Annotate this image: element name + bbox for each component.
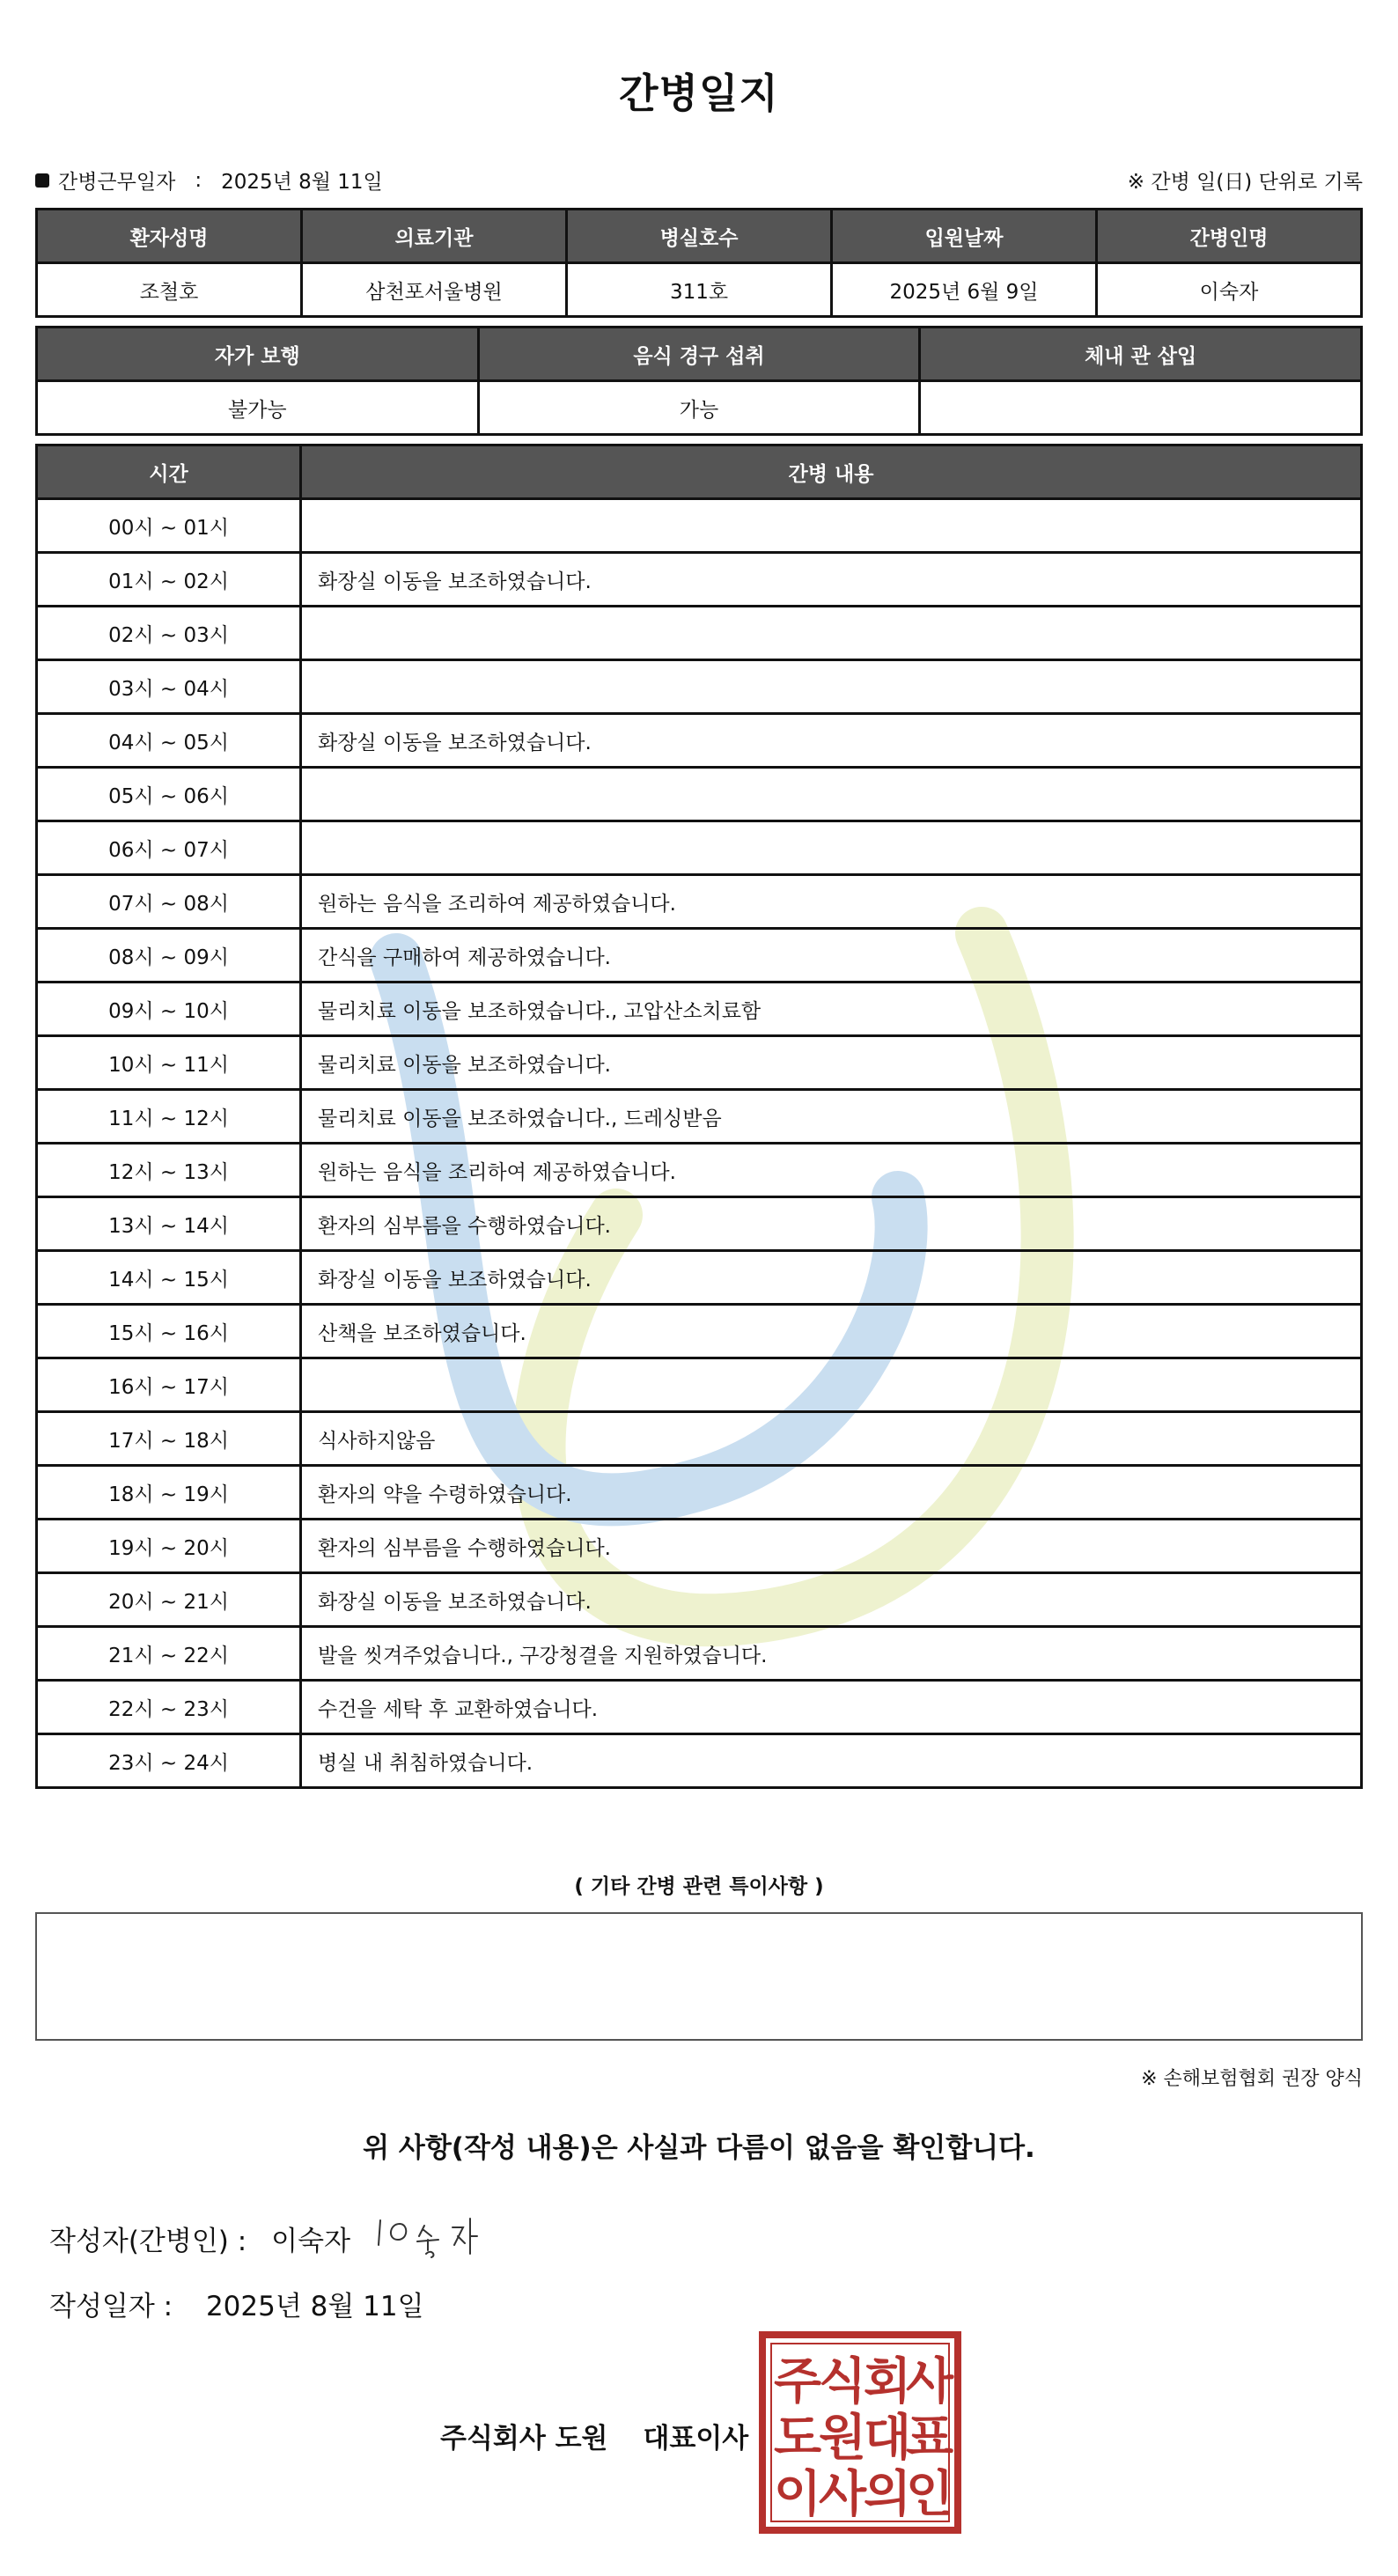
log-content-cell: 화장실 이동을 보조하였습니다. (301, 714, 1362, 768)
log-content-cell: 원하는 음식을 조리하여 제공하였습니다. (301, 875, 1362, 929)
log-content-cell (301, 607, 1362, 660)
log-header-time: 시간 (37, 445, 301, 499)
info-value-patient-name: 조철호 (37, 263, 302, 317)
log-time-cell: 21시 ~ 22시 (37, 1627, 301, 1681)
log-time-cell: 09시 ~ 10시 (37, 983, 301, 1036)
bullet-square-icon (35, 173, 49, 188)
special-notes-title: ( 기타 간병 관련 특이사항 ) (574, 1875, 824, 1898)
work-date-label: 간병근무일자 (58, 171, 176, 194)
log-time-cell: 22시 ~ 23시 (37, 1681, 301, 1734)
write-date-row (49, 2284, 424, 2323)
status-header-tube: 체내 관 삽입 (920, 328, 1362, 381)
log-content-cell: 화장실 이동을 보조하였습니다. (301, 1573, 1362, 1627)
association-note: ※ 손해보험협회 권장 양식 (1141, 2068, 1363, 2090)
log-content-cell: 환자의 심부름을 수행하였습니다. (301, 1197, 1362, 1251)
info-value-admission-date: 2025년 6월 9일 (832, 263, 1097, 317)
svg-text:도: 도 (773, 2410, 822, 2467)
svg-text:사: 사 (905, 2353, 954, 2410)
patient-info-table (35, 208, 1363, 318)
log-header-content: 간병 내용 (301, 445, 1362, 499)
status-header-oral-intake: 음식 경구 섭취 (478, 328, 920, 381)
log-time-cell: 14시 ~ 15시 (37, 1251, 301, 1305)
log-time-cell: 07시 ~ 08시 (37, 875, 301, 929)
info-header-caregiver: 간병인명 (1097, 210, 1362, 263)
writer-name: 이숙자 (271, 2226, 351, 2257)
log-time-cell: 12시 ~ 13시 (37, 1144, 301, 1197)
log-time-cell: 03시 ~ 04시 (37, 660, 301, 714)
log-time-cell: 17시 ~ 18시 (37, 1412, 301, 1466)
log-time-cell: 18시 ~ 19시 (37, 1466, 301, 1520)
info-value-caregiver: 이숙자 (1097, 263, 1362, 317)
log-content-cell (301, 821, 1362, 875)
log-content-cell (301, 1358, 1362, 1412)
table-row (37, 1681, 1362, 1734)
log-content-cell (301, 660, 1362, 714)
svg-text:주: 주 (773, 2353, 822, 2410)
care-log-table (35, 444, 1363, 1789)
log-content-cell: 식사하지않음 (301, 1412, 1362, 1466)
table-row (37, 1734, 1362, 1788)
table-row (37, 1412, 1362, 1466)
table-row (37, 553, 1362, 607)
table-row (37, 1358, 1362, 1412)
log-content-cell (301, 499, 1362, 553)
log-time-cell: 00시 ~ 01시 (37, 499, 301, 553)
log-time-cell: 02시 ~ 03시 (37, 607, 301, 660)
log-time-cell: 19시 ~ 20시 (37, 1520, 301, 1573)
table-row (37, 660, 1362, 714)
table-row (37, 821, 1362, 875)
table-row (37, 1305, 1362, 1358)
table-row (37, 1466, 1362, 1520)
work-date-value: 2025년 8월 11일 (221, 171, 383, 194)
table-row (37, 929, 1362, 983)
svg-text:표: 표 (905, 2410, 954, 2467)
log-time-cell: 08시 ~ 09시 (37, 929, 301, 983)
writer-row (49, 2219, 350, 2258)
status-value-tube (920, 381, 1362, 435)
company-seal-stamp (759, 2331, 961, 2534)
table-row (37, 1197, 1362, 1251)
table-row (37, 768, 1362, 821)
company-line (440, 2416, 748, 2455)
info-header-hospital: 의료기관 (302, 210, 567, 263)
patient-status-table (35, 326, 1363, 436)
log-time-cell: 11시 ~ 12시 (37, 1090, 301, 1144)
log-content-cell: 산책을 보조하였습니다. (301, 1305, 1362, 1358)
work-date-separator: : (195, 168, 202, 192)
table-row (37, 1627, 1362, 1681)
log-content-cell: 물리치료 이동을 보조하였습니다. (301, 1036, 1362, 1090)
status-header-walking: 자가 보행 (37, 328, 479, 381)
unit-note: ※ 간병 일(日) 단위로 기록 (1127, 171, 1363, 194)
write-date-value: 2025년 8월 11일 (205, 2291, 424, 2322)
log-time-cell: 16시 ~ 17시 (37, 1358, 301, 1412)
table-row (37, 607, 1362, 660)
info-header-patient-name: 환자성명 (37, 210, 302, 263)
log-content-cell (301, 768, 1362, 821)
log-content-cell: 환자의 심부름을 수행하였습니다. (301, 1520, 1362, 1573)
svg-text:원: 원 (818, 2410, 867, 2467)
svg-text:식: 식 (818, 2353, 867, 2410)
svg-text:회: 회 (863, 2353, 912, 2410)
log-time-cell: 05시 ~ 06시 (37, 768, 301, 821)
log-time-cell: 20시 ~ 21시 (37, 1573, 301, 1627)
table-row (37, 1520, 1362, 1573)
info-header-admission-date: 입원날짜 (832, 210, 1097, 263)
company-name: 주식회사 도원 (440, 2423, 608, 2455)
log-time-cell: 23시 ~ 24시 (37, 1734, 301, 1788)
log-content-cell: 화장실 이동을 보조하였습니다. (301, 1251, 1362, 1305)
ceo-title: 대표이사 (643, 2423, 749, 2455)
writer-label: 작성자(간병인) : (49, 2226, 247, 2257)
info-value-room: 311호 (567, 263, 832, 317)
svg-text:사: 사 (818, 2466, 867, 2523)
svg-text:이: 이 (773, 2466, 822, 2523)
care-log-body (37, 499, 1362, 1788)
info-value-hospital: 삼천포서울병원 (302, 263, 567, 317)
log-content-cell: 수건을 세탁 후 교환하였습니다. (301, 1681, 1362, 1734)
svg-text:인: 인 (905, 2466, 954, 2523)
table-row (37, 1036, 1362, 1090)
table-row (37, 499, 1362, 553)
work-date-row (35, 166, 383, 195)
table-row (37, 1144, 1362, 1197)
handwritten-signature (373, 2201, 549, 2263)
special-notes-box (35, 1912, 1363, 2041)
document-title: 간병일지 (619, 70, 779, 117)
svg-text:의: 의 (863, 2466, 912, 2523)
table-row (37, 1251, 1362, 1305)
log-time-cell: 01시 ~ 02시 (37, 553, 301, 607)
log-time-cell: 06시 ~ 07시 (37, 821, 301, 875)
table-row (37, 875, 1362, 929)
log-content-cell: 간식을 구매하여 제공하였습니다. (301, 929, 1362, 983)
log-content-cell: 물리치료 이동을 보조하였습니다., 드레싱받음 (301, 1090, 1362, 1144)
write-date-label: 작성일자 : (49, 2291, 173, 2322)
confirmation-statement: 위 사항(작성 내용)은 사실과 다름이 없음을 확인합니다. (363, 2132, 1035, 2164)
log-content-cell: 원하는 음식을 조리하여 제공하였습니다. (301, 1144, 1362, 1197)
log-time-cell: 13시 ~ 14시 (37, 1197, 301, 1251)
log-time-cell: 04시 ~ 05시 (37, 714, 301, 768)
log-content-cell: 환자의 약을 수령하였습니다. (301, 1466, 1362, 1520)
log-content-cell: 병실 내 취침하였습니다. (301, 1734, 1362, 1788)
log-content-cell: 발을 씻겨주었습니다., 구강청결을 지원하였습니다. (301, 1627, 1362, 1681)
status-value-walking: 불가능 (37, 381, 479, 435)
table-row (37, 1090, 1362, 1144)
table-row (37, 983, 1362, 1036)
log-time-cell: 15시 ~ 16시 (37, 1305, 301, 1358)
log-time-cell: 10시 ~ 11시 (37, 1036, 301, 1090)
svg-text:대: 대 (863, 2410, 912, 2467)
table-row (37, 714, 1362, 768)
table-row (37, 1573, 1362, 1627)
log-content-cell: 물리치료 이동을 보조하였습니다., 고압산소치료함 (301, 983, 1362, 1036)
log-content-cell: 화장실 이동을 보조하였습니다. (301, 553, 1362, 607)
info-header-room: 병실호수 (567, 210, 832, 263)
status-value-oral-intake: 가능 (478, 381, 920, 435)
